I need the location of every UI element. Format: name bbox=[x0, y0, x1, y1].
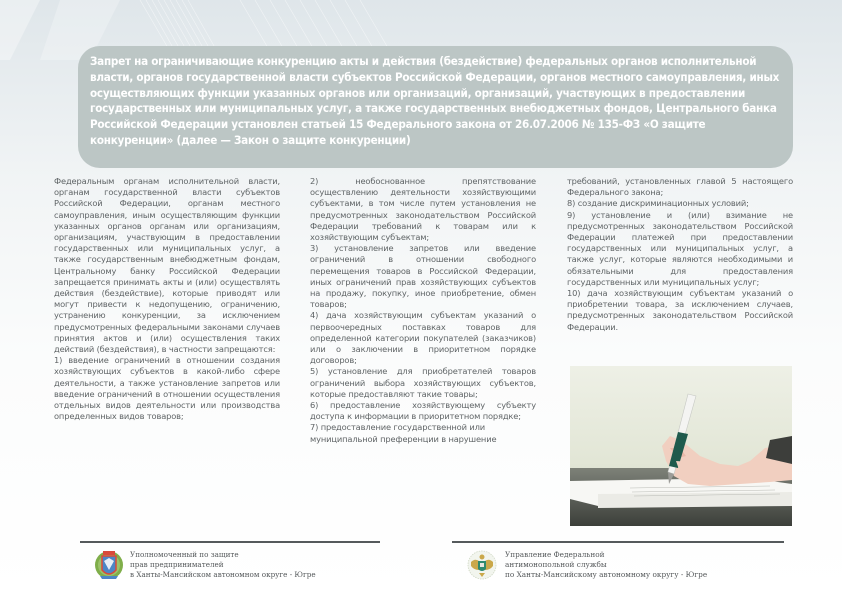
list-item-9: 9) установление и (или) взимание не предусмотренных законодательством Российской Федерации платежей при предоставлении государственных или муниципальных услуг, а также услуг, которые являются необходимыми и обязательными для предоставления государственных или муниципальных услуг; bbox=[567, 209, 793, 287]
text-column-3 bbox=[567, 176, 793, 333]
list-item-5: 5) установление для приобретателей товаров ограничений выбора хозяйствующих субъектов, которые предоставляют такие товары; bbox=[310, 366, 536, 399]
title-banner bbox=[78, 46, 793, 168]
page-title: Запрет на ограничивающие конкуренцию акты и действия (бездействие) федеральных органов исполнительной власти, органов государственной власти субъектов Российской Федерации, органов местного самоуправления, иных осуществляющих функции указанных органов или организаций, организаций, участвующих в предоставлении государственных или муниципальных услуг, а также государственных внебюджетных фондов, Центрального банка Российской Федерации установлен статьей 15 Федерального закона от 26.07.2006 № 135-ФЗ «О защите конкуренции» (далее — Закон о защите конкуренции) bbox=[90, 54, 780, 147]
list-item-6: 6) предоставление хозяйствующему субъекту доступа к информации в приоритетном порядке; bbox=[310, 400, 536, 422]
fas-line-1: Управление Федеральной bbox=[505, 550, 605, 559]
hand-writing-photo bbox=[570, 366, 792, 526]
fas-line-3: по Ханты-Мансийскому автономному округу - Югре bbox=[505, 570, 708, 579]
list-item-1: 1) введение ограничений в отношении создания хозяйствующих субъектов в какой-либо сфере деятельности, а также установление запретов или введение ограничений в отношении осуществления отдельных видов деятельности или производства определенных видов товаров; bbox=[54, 355, 280, 422]
list-item-10: 10) дача хозяйствующим субъектам указаний о приобретении товара, за исключением случаев, предусмотренных законодательством Российской Федерации. bbox=[567, 288, 793, 332]
footer-divider-left bbox=[80, 541, 380, 543]
text-column-1 bbox=[54, 176, 280, 422]
list-item-4: 4) дача хозяйствующим субъектам указаний о первоочередных поставках товаров для определенной категории покупателей (заказчиков) или о заключении в приоритетном порядке договоров; bbox=[310, 310, 536, 366]
intro-paragraph: Федеральным органам исполнительной власти, органам государственной власти субъектов Российской Федерации, органам местного самоуправления, иным осуществляющим функции указанных органов органам или организациям, организациям, участвующим в предоставлении государственных или муниципальных услуг, а также государственным внебюджетным фондам, Центральному банку Российской Федерации запрещается принимать акты и (или) осуществлять действия (бездействие), которые приводят или могут привести к недопущению, ограничению, устранению конкуренции, за исключением предусмотренных федеральными законами случаев принятия актов и (или) осуществления таких действий (бездействия), в частности запрещаются: bbox=[54, 176, 280, 355]
fas-line-2: антимонопольной службы bbox=[505, 560, 607, 569]
list-item-8: 8) создание дискриминационных условий; bbox=[567, 198, 749, 209]
footer-divider-right bbox=[452, 541, 784, 543]
footer-org-fas bbox=[467, 548, 707, 582]
ombudsman-line-1: Уполномоченный по защите bbox=[130, 550, 239, 559]
coat-of-arms-icon bbox=[94, 548, 124, 582]
ombudsman-line-2: прав предпринимателей bbox=[130, 560, 224, 569]
ombudsman-line-3: в Ханты-Мансийском автономном округе - Югре bbox=[130, 570, 316, 579]
text-column-2 bbox=[310, 176, 536, 445]
list-item-2: 2) необоснованное препятствование осуществлению деятельности хозяйствующими субъектами, в том числе путем установления не предусмотренных законодательством Российской Федерации требований к товарам или к хозяйствующим субъектам; bbox=[310, 176, 536, 243]
list-item-7: 7) предоставление государственной или муниципальной преференции в нарушение bbox=[310, 422, 497, 444]
list-item-3: 3) установление запретов или введение ограничений в отношении свободного перемещения товаров в Российской Федерации, иных ограничений прав хозяйствующих субъектов на продажу, покупку, иное приобретение, обмен товаров; bbox=[310, 243, 536, 310]
list-item-7-continued: требований, установленных главой 5 настоящего Федерального закона; bbox=[567, 176, 793, 198]
footer-org-ombudsman bbox=[94, 548, 316, 582]
fas-emblem-icon bbox=[467, 548, 497, 582]
